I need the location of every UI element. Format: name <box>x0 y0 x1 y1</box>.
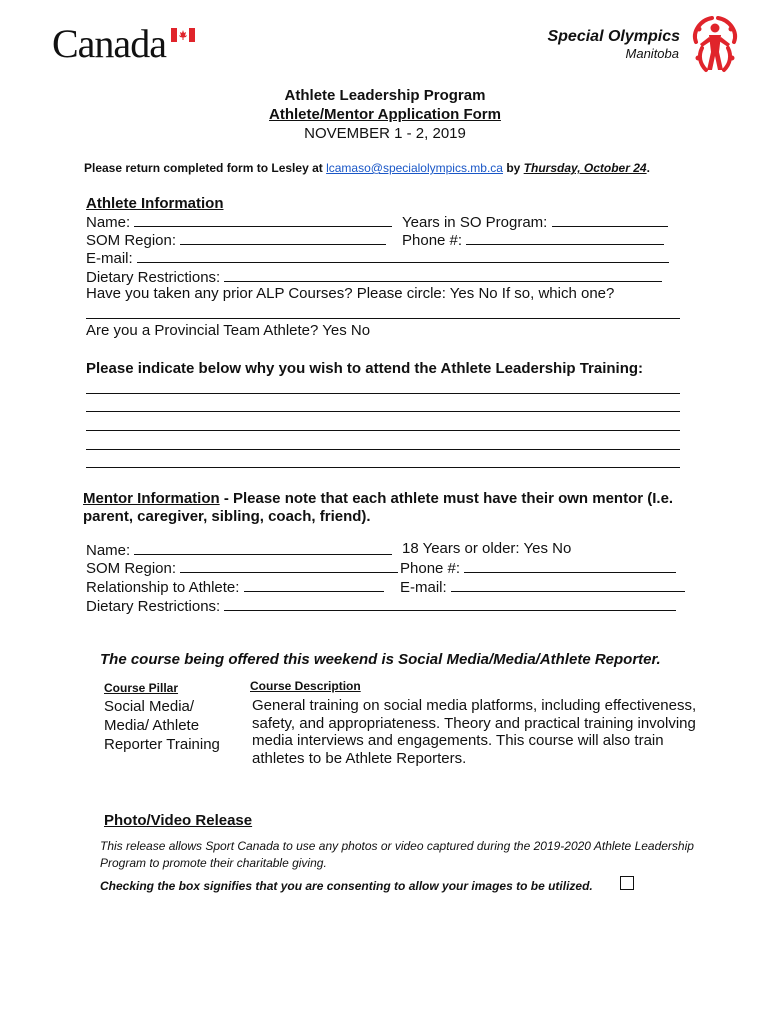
contact-email-link[interactable]: lcamaso@specialolympics.mb.ca <box>326 161 503 175</box>
return-instructions <box>84 160 650 176</box>
athlete-dietary-row <box>86 267 662 287</box>
course-pillar: Social Media/ Media/ Athlete Reporter Training <box>104 698 220 753</box>
mentor-region-field[interactable] <box>180 558 398 573</box>
mentor-name-row <box>86 540 392 560</box>
mentor-name-field[interactable] <box>134 540 392 555</box>
mentor-dietary-field[interactable] <box>224 596 676 611</box>
mentor-section-title: Mentor Information <box>83 490 220 507</box>
athlete-phone-field[interactable] <box>466 230 664 245</box>
canada-wordmark: Canada <box>52 21 166 66</box>
event-dates: NOVEMBER 1 - 2, 2019 <box>304 125 466 142</box>
alp-courses-question: Have you taken any prior ALP Courses? Please circle: Yes No If so, which one? <box>86 285 615 302</box>
program-title: Athlete Leadership Program <box>284 87 486 104</box>
course-pillar-header: Course Pillar <box>104 681 179 695</box>
mentor-relationship-row <box>86 577 384 597</box>
mentor-phone-row <box>400 558 676 578</box>
special-olympics-logo-icon <box>690 12 740 80</box>
athlete-name-field[interactable] <box>134 212 392 227</box>
mentor-name-label: Name: <box>86 542 131 559</box>
return-suffix: . <box>646 161 650 175</box>
athlete-phone-label: Phone #: <box>402 232 463 249</box>
consent-text: Checking the box signifies that you are consenting to allow your images to be utilized. <box>100 879 593 893</box>
why-answer-line[interactable] <box>86 430 680 431</box>
athlete-region-row <box>86 230 386 250</box>
special-olympics-subtitle: Manitoba <box>625 46 679 61</box>
mentor-age-question: 18 Years or older: Yes No <box>402 540 572 557</box>
why-answer-line[interactable] <box>86 393 680 394</box>
mentor-section-heading <box>83 489 673 508</box>
athlete-email-label: E-mail: <box>86 250 133 267</box>
athlete-section-title: Athlete Information <box>86 195 224 212</box>
return-middle: by <box>502 161 524 175</box>
athlete-years-field[interactable] <box>552 212 668 227</box>
mentor-relationship-field[interactable] <box>244 577 384 592</box>
why-attend-question: Please indicate below why you wish to attend the Athlete Leadership Training: <box>86 360 644 377</box>
mentor-email-field[interactable] <box>451 577 685 592</box>
provincial-athlete-question: Are you a Provincial Team Athlete? Yes No <box>86 322 371 339</box>
mentor-region-label: SOM Region: <box>86 560 177 577</box>
mentor-dietary-row <box>86 596 676 616</box>
consent-checkbox[interactable] <box>620 876 634 890</box>
mentor-region-row <box>86 558 398 578</box>
course-headline: The course being offered this weekend is Social Media/Media/Athlete Reporter. <box>100 651 661 668</box>
course-description-header: Course Description <box>250 679 361 693</box>
mentor-email-label: E-mail: <box>400 579 447 596</box>
photo-release-title: Photo/Video Release <box>104 812 253 829</box>
athlete-region-field[interactable] <box>180 230 386 245</box>
why-answer-line[interactable] <box>86 449 680 450</box>
mentor-phone-field[interactable] <box>464 558 676 573</box>
athlete-name-label: Name: <box>86 214 131 231</box>
why-answer-line[interactable] <box>86 467 680 468</box>
why-answer-line[interactable] <box>86 411 680 412</box>
course-description: General training on social media platforms, including effectiveness, safety, and appropriateness. Theory and practical training involving media interviews and engagements. This course will also train athletes to be Athlete Reporters. <box>252 697 697 767</box>
canada-flag-icon <box>171 28 195 42</box>
athlete-dietary-label: Dietary Restrictions: <box>86 269 221 286</box>
form-title: Athlete/Mentor Application Form <box>269 106 501 123</box>
mentor-relationship-label: Relationship to Athlete: <box>86 579 240 596</box>
athlete-name-row <box>86 212 392 232</box>
mentor-note-line2: parent, caregiver, sibling, coach, friend). <box>83 508 371 525</box>
athlete-years-label: Years in SO Program: <box>402 214 548 231</box>
mentor-email-row <box>400 577 685 597</box>
athlete-region-label: SOM Region: <box>86 232 177 249</box>
athlete-dietary-field[interactable] <box>224 267 662 282</box>
special-olympics-title: Special Olympics <box>547 28 680 45</box>
athlete-years-row <box>402 212 668 232</box>
alp-courses-answer-line[interactable] <box>86 318 680 319</box>
return-prefix: Please return completed form to Lesley at <box>84 161 327 175</box>
athlete-email-row <box>86 248 669 268</box>
mentor-dietary-label: Dietary Restrictions: <box>86 598 221 615</box>
mentor-phone-label: Phone #: <box>400 560 461 577</box>
photo-release-text: This release allows Sport Canada to use any photos or video captured during the 2019-2020 Athlete Leadership Program to promote their charitable giving. <box>100 839 694 870</box>
return-deadline: Thursday, October 24 <box>523 161 647 175</box>
athlete-email-field[interactable] <box>137 248 669 263</box>
mentor-note-line1: - Please note that each athlete must have their own mentor (I.e. <box>219 490 674 507</box>
athlete-phone-row <box>402 230 664 250</box>
